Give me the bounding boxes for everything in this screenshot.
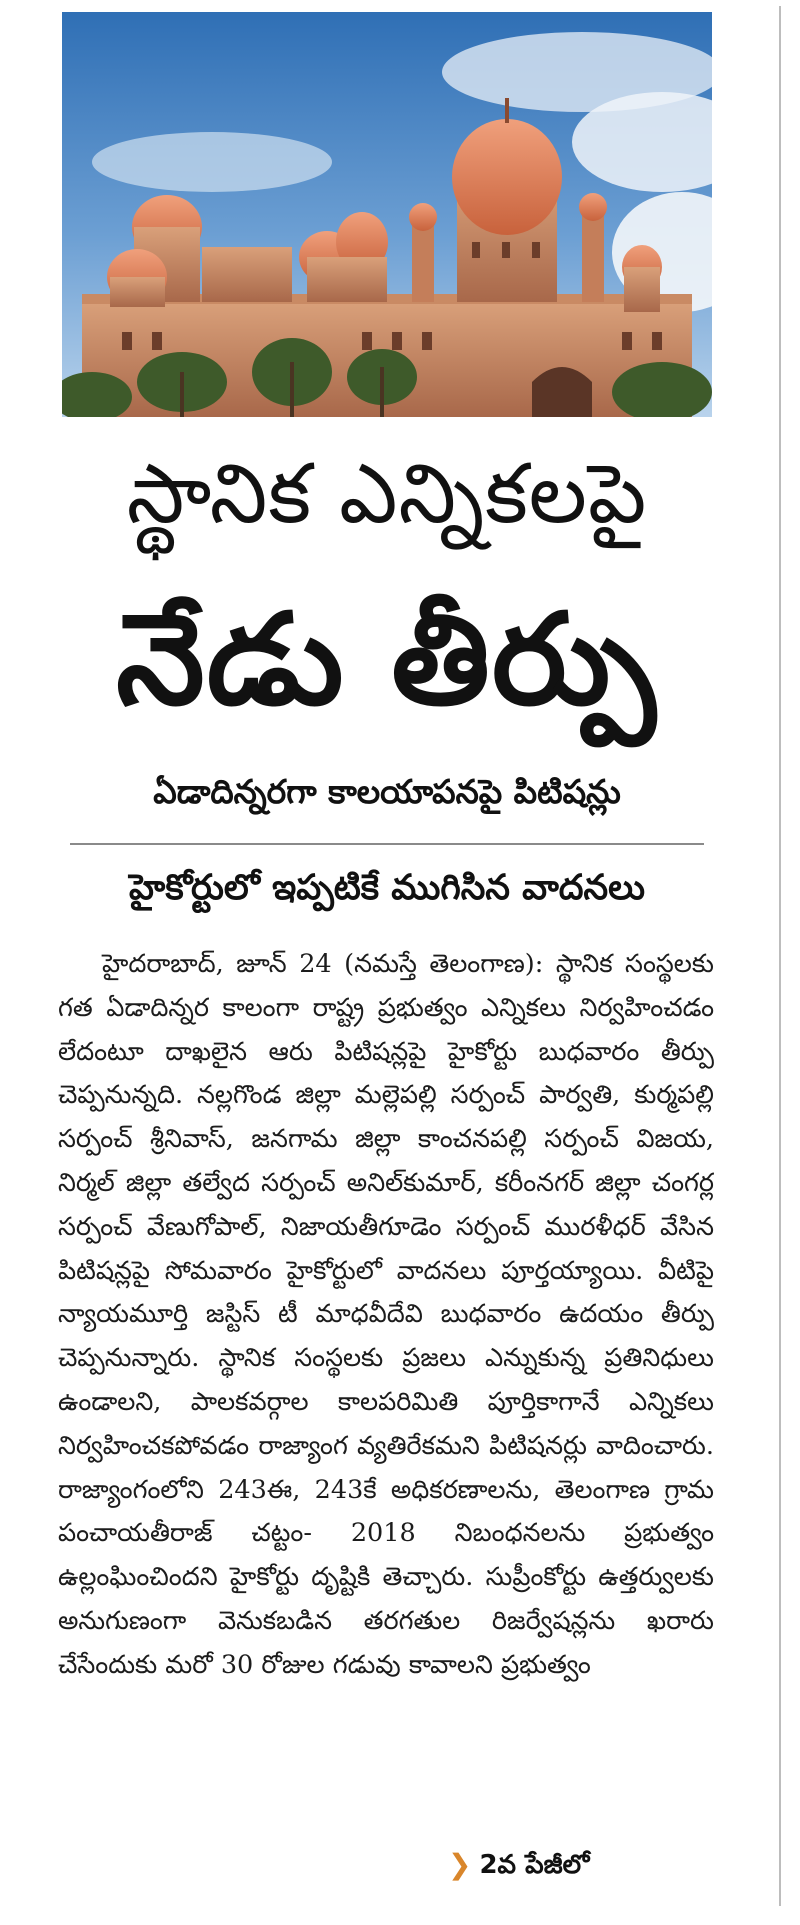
continued-on-page-link[interactable] [448,1845,589,1885]
subheadline-divider [70,843,704,845]
column-rule [779,6,781,1906]
subheadline-2: హైకోర్టులో ఇప్పటికే ముగిసిన వాదనలు [128,868,646,908]
continued-on-label: 2వ పేజీలో [479,1850,590,1880]
chevron-right-icon: ❯ [448,1848,472,1881]
article-body: హైదరాబాద్, జూన్ 24 (నమస్తే తెలంగాణ): స్థానిక సంస్థలకు గత ఏడాదిన్నర కాలంగా రాష్ట్ర ప్రభుత్వం ఎన్నికలు నిర్వహించడం లేదంటూ దాఖలైన ఆరు పిటిషన్లపై హైకోర్టు బుధవారం తీర్పు చెప్పనున్నది. నల్లగొండ జిల్లా మల్లెపల్లి సర్పంచ్ పార్వతి, కుర్మపల్లి సర్పంచ్ శ్రీనివాస్, జనగామ జిల్లా కాంచనపల్లి సర్పంచ్ విజయ, నిర్మల్ జిల్లా తల్వేద సర్పంచ్ అనిల్‌కుమార్, కరీంనగర్ జిల్లా చంగర్ల సర్పంచ్ వేణుగోపాల్, నిజాయతీగూడెం సర్పంచ్ మురళీధర్ వేసిన పిటిషన్లపై సోమవారం హైకోర్టులో వాదనలు పూర్తయ్యాయి. వీటిపై న్యాయమూర్తి జస్టిస్ టీ మాధవీదేవి బుధవారం ఉదయం తీర్పు చెప్పనున్నారు. స్థానిక సంస్థలకు ప్రజలు ఎన్నుకున్న ప్రతినిధులు ఉండాలని, పాలకవర్గాల కాలపరిమితి పూర్తికాగానే ఎన్నికలు నిర్వహించకపోవడం రాజ్యాంగ వ్యతిరేకమని పిటిషనర్లు వాదించారు. రాజ్యాంగంలోని 243ఈ, 243కే అధికరణాలను, తెలంగాణ గ్రామ పంచాయతీరాజ్ చట్టం- 2018 నిబంధనలను ప్రభుత్వం ఉల్లంఘించిందని హైకోర్టు దృష్టికి తెచ్చారు. సుప్రీంకోర్టు ఉత్తర్వులకు అనుగుణంగా వెనుకబడిన తరగతుల రిజర్వేషన్లను ఖరారు చేసేందుకు మరో 30 రోజుల గడువు కావాలని ప్రభుత్వం [58,949,714,1680]
high-court-photo [62,12,712,417]
subheadline-1: ఏడాదిన్నరగా కాలయాపనపై పిటిషన్లు [153,772,621,811]
headline-line-2: నేడు తీర్పు [116,586,658,733]
headline-line-1: స్థానిక ఎన్నికలపై [126,447,648,542]
